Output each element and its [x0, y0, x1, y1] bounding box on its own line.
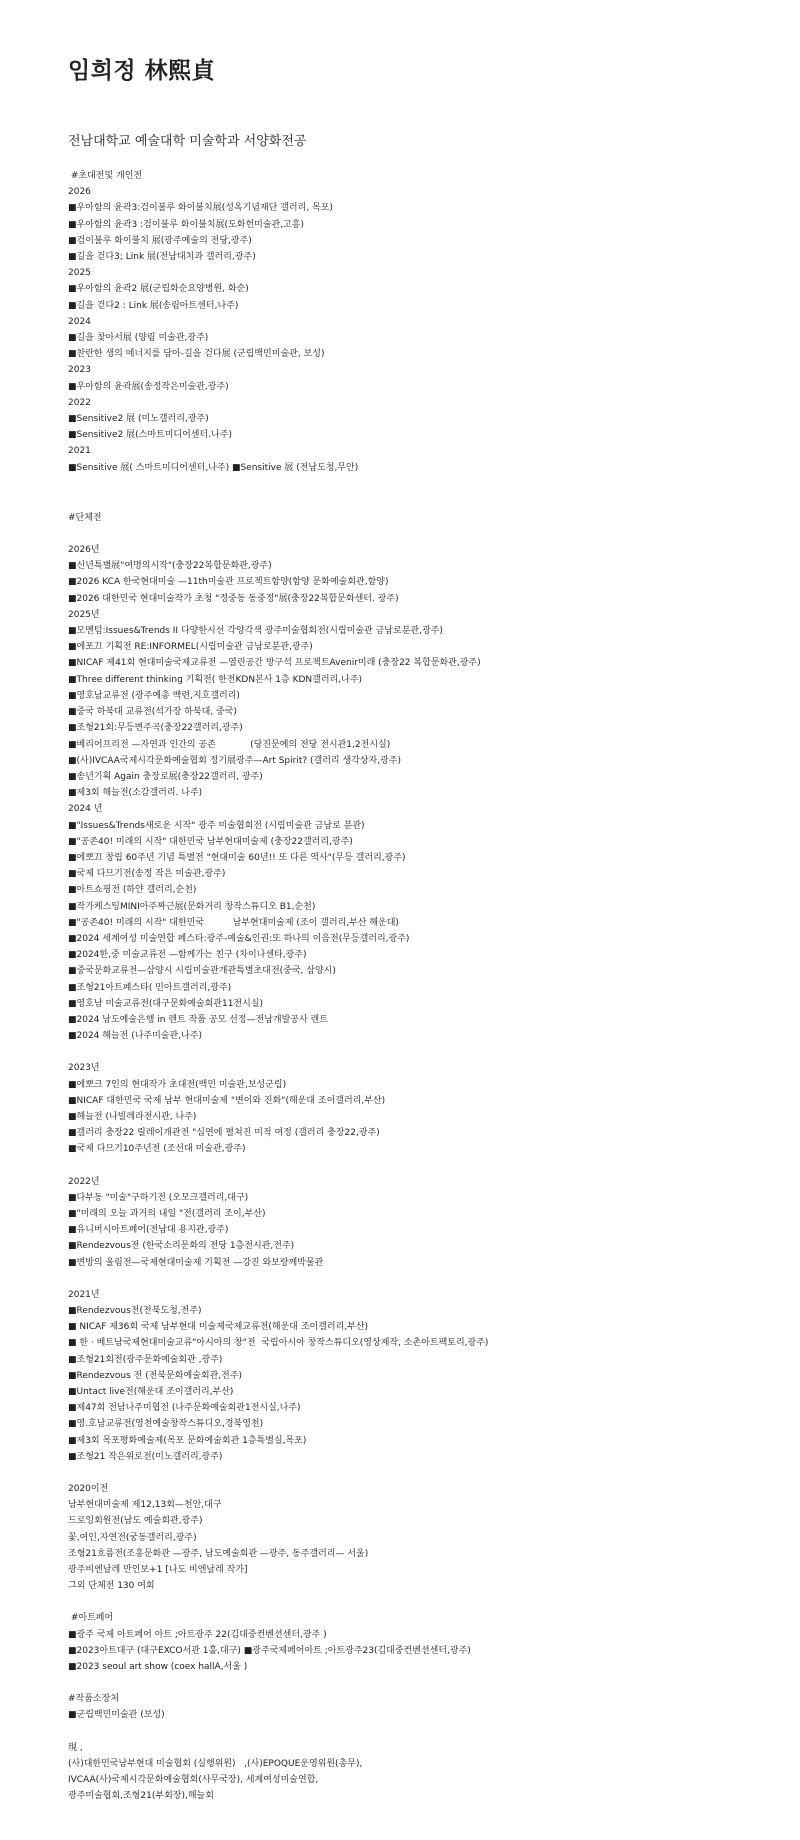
list-item: ■Rendezvous 전 (전북문화예술회관,전주) — [68, 1370, 243, 1381]
list-item: ■국제 다므기10주년전 (조선대 미술관,광주) — [68, 1144, 246, 1155]
list-item: ■2024 해늘전 (나주미술관,나주) — [68, 1031, 202, 1042]
list-item: ■길을 찾아서展 (양림 미술관,광주) — [68, 333, 209, 344]
current-positions-heading: 現 , — [68, 1742, 83, 1753]
list-item: ■에뽀크 7인의 현대작가 초대전(백민 미술관,보성군립) — [68, 1079, 287, 1090]
list-item: ■에뽀끄 창립 60주년 기념 특별전 "현대미술 60년!! 또 다른 역사"(무등 갤러리,광주) — [68, 852, 406, 863]
collection-section — [68, 1691, 800, 1723]
list-item: ■길을 걷다3; Link 展(전남대치과 갤러리,광주) — [68, 252, 256, 263]
list-item: ■영.호남교류전(영천예술창작스튜디오,경북영천) — [68, 1419, 264, 1430]
list-item: ■길을 걷다2 : Link 展(송림아트센터,나주) — [68, 300, 239, 311]
list-item: ■제47회 전남나주미협전 (나주문화예술회관1전시실,나주) — [68, 1403, 301, 1414]
group-exhibitions-block-2022 — [68, 1174, 800, 1271]
group-exhibitions-section — [68, 510, 800, 1595]
list-item: ■NICAF 제41회 현대미술국제교류전 —열린공간 방구석 프로젝트Avenir미래 (충장22 복합문화관,광주) — [68, 658, 481, 669]
list-item: 2022 — [68, 397, 91, 408]
list-item: ■베리어프리전 —자연과 인간의 공존 (당진문예의 전당 전시관1,2전시실) — [68, 739, 391, 750]
list-item: ■영호남 미술교류전(대구문화예술회관11전시실) — [68, 998, 264, 1009]
list-item: ■Rendezvous전 (한국소리문화의 전당 1층전시관,전주) — [68, 1241, 295, 1252]
list-item: ■2024한,중 미술교류전 —함께가는 친구 (차이나센타,광주) — [68, 950, 307, 961]
list-item: ■Sensitive2 展 (미노갤러리,광주) — [68, 414, 209, 425]
list-item: 광주미술협회,조형21(부회장),해늘회 — [68, 1791, 214, 1802]
list-item: ■검이불루 화이불치 展(광주예술의 전당,광주) — [68, 235, 252, 246]
list-item: ■송년기획 Again 충장로展(충장22갤러리, 광주) — [68, 771, 263, 782]
art-fair-heading: #아트페어 — [68, 1613, 114, 1624]
list-item: ■변방의 울림전—국제현대미술제 기획전 —강진 와보랑께박물관 — [68, 1257, 324, 1268]
list-item: ■2023아트대구 (대구EXCO서관 1홀,대구) ■광주국제페어아트 ;아트광주23(김대중컨벤션센터,광주) — [68, 1645, 471, 1656]
list-item: ■영호남교류전 (광주예총 백련,지호갤러리) — [68, 690, 240, 701]
solo-exhibitions-list — [68, 184, 800, 476]
collection-list — [68, 1707, 800, 1723]
list-item: ■조형21 작은위로전(미노갤러리,광주) — [68, 1451, 223, 1462]
list-item: 드로잉회원전(남도 예술회관,광주) — [68, 1516, 203, 1527]
list-item: 2020이전 — [68, 1484, 109, 1495]
list-item: ■신년특별展"여명의시작"(충장22복합문화관,광주) — [68, 561, 272, 572]
group-exhibitions-block-2023 — [68, 1060, 800, 1157]
list-item: ■군립백민미술관 (보성) — [68, 1710, 165, 1721]
list-item: ■2024 남도예술은행 in 렌트 작품 공모 선정—전남개발공사 렌트 — [68, 1014, 328, 1025]
list-item: 2023 — [68, 365, 91, 376]
group-exhibitions-block-pre-2020 — [68, 1481, 800, 1594]
list-item: ■에포끄 기획전 RE:INFORMEL(시립미술관 금남로분관,광주) — [68, 642, 313, 653]
group-exhibitions-block-2026-2024 — [68, 542, 800, 1044]
list-item: 2022년 — [68, 1176, 100, 1187]
list-item: ■모멘텀:Issues&Trends II 다양한시선 각양각색 광주미술협회전(시립미술관 금남로분관,광주) — [68, 626, 443, 637]
art-fair-section — [68, 1610, 800, 1675]
list-item: ■광주 국제 아트페어 아트 ;아트광주 22(김대중컨벤션센터,광주 ) — [68, 1629, 327, 1640]
list-item: 2025 — [68, 268, 91, 279]
list-item: ■ NICAF 제36회 국제 남부현대 미술제국제교류전(해운대 조이갤러리,부산) — [68, 1322, 369, 1333]
list-item: ■갤러리 충장22 릴레이개관전 "심연에 펼쳐진 미적 여정 (갤러리 충장22,광주) — [68, 1128, 380, 1139]
list-item: ■찬란한 생의 에너지를 담아-길을 걷다展 (군립백민미술관, 보성) — [68, 349, 325, 360]
list-item: ■2023 seoul art show (coex hallA,서울 ) — [68, 1662, 248, 1673]
list-item: ■작가케스팅MINI아주짜근展(문화거리 창작스튜디오 B1,순천) — [68, 901, 316, 912]
list-item: ■조형21회:무등변주곡(충장22갤러리,광주) — [68, 723, 243, 734]
list-item: ■다부동 "미술"구하기전 (오모크갤러리,대구) — [68, 1192, 249, 1203]
list-item: ■우아함의 윤곽3:검이불루 화이불치展(성옥기념재단 갤러리, 목포) — [68, 203, 333, 214]
list-item: 2026 — [68, 187, 91, 198]
list-item: ■ 한 · 베트남국제현대미술교류"아시아의 창"전 국립아시아 창작스튜디오(영상제작, 소촌아트팩토리,광주) — [68, 1338, 489, 1349]
list-item: ■우아함의 윤곽展(송정작은미술관,광주) — [68, 381, 229, 392]
group-exhibitions-block-2021 — [68, 1287, 800, 1465]
list-item: ■우아함의 윤곽3 :검이불루 화이불치展(도화헌미술관,고흥) — [68, 219, 304, 230]
solo-exhibitions-section — [68, 168, 800, 476]
list-item: ■Untact live전(해운대 조이갤러리,부산) — [68, 1387, 234, 1398]
list-item: ■조형21회전(광주문화예술회관 ,광주) — [68, 1354, 223, 1365]
list-item: ■중국 하북대 교류전(석가장 하북대, 중국) — [68, 707, 237, 718]
list-item: 조형21흐름전(조흥문화관 —광주, 남도예술회관 —광주, 동주갤러리— 서울) — [68, 1548, 369, 1559]
list-item: 남부현대미술제 제12,13회—천안,대구 — [68, 1500, 222, 1511]
list-item: 꽃,여인,자연전(궁동갤러리,광주) — [68, 1532, 197, 1543]
list-item: 그외 단체전 130 여회 — [68, 1581, 155, 1592]
list-item: 2021 — [68, 446, 91, 457]
artist-name: 임희정 林熙貞 — [68, 58, 216, 84]
list-item: ■조형21아트페스타( 민아트갤러리,광주) — [68, 982, 232, 993]
list-item: ■"Issues&Trends새로운 시작" 광주 미술협회전 (시립미술관 금남로 분관) — [68, 820, 365, 831]
list-item: ■해늘전 (나빌레라전시관, 나주) — [68, 1111, 197, 1122]
artist-affiliation: 전남대학교 예술대학 미술학과 서양화전공 — [68, 134, 307, 149]
current-positions-list — [68, 1756, 800, 1805]
list-item: 2025년 — [68, 609, 100, 620]
collection-heading: #작품소장처 — [68, 1694, 120, 1705]
group-exhibitions-heading: #단체전 — [68, 512, 102, 523]
list-item: 2021년 — [68, 1289, 100, 1300]
list-item: ■"공존40! 미래의 시작" 대한민국 남부현대미술제 (조이 갤러리,부산 해운대) — [68, 917, 399, 928]
list-item: ■"공존40! 미래의 시작" 대한민국 남부현대미술제 (충장22갤러리,광주) — [68, 836, 353, 847]
list-item: ■제3회 목포평화예술제(목포 문화예술회관 1층특별실,목포) — [68, 1435, 307, 1446]
list-item: 2024 년 — [68, 804, 103, 815]
art-fair-list — [68, 1627, 800, 1676]
list-item: ■2026 대한민국 현대미술작가 초청 "정중동 동중정"展(충장22복합문화센터. 광주) — [68, 593, 399, 604]
list-item: 광주비엔날레 만인보+1 [나도 비엔날레 작가] — [68, 1565, 248, 1576]
list-item: ■Rendezvous전(전북도청,전주) — [68, 1306, 202, 1316]
current-positions-section — [68, 1740, 800, 1805]
list-item: IVCAA(사)국제시각문화예술협회(사무국장), 세계여성미술연합, — [68, 1775, 319, 1786]
list-item: 2023년 — [68, 1063, 100, 1074]
solo-exhibitions-heading: #초대전및 개인전 — [68, 171, 143, 181]
list-item: ■제3회 해늘전(소감갤러리. 나주) — [68, 788, 203, 799]
list-item: ■(사)IVCAA국제시각문화예술협회 정기展광주—Art Spirit? (갤러리 생각상자,광주) — [68, 755, 401, 766]
list-item: ■유니버시아트페어(전남대 용지관,광주) — [68, 1225, 229, 1236]
list-item: (사)대한민국남부현대 미술협회 (실행위원) ,(사)EPOQUE운영위원(총무), — [68, 1758, 363, 1769]
list-item: 2026년 — [68, 545, 100, 556]
list-item: ■중국문화교류전—삼양시 시립미술관개관특별초대전(중국, 삼양시) — [68, 966, 336, 977]
list-item: ■NICAF 대한민국 국제 남부 현대미술제 "변이와 진화"(해운대 조이갤러리,부산) — [68, 1095, 386, 1106]
list-item: ■Three different thinking 기획전( 한전KDN본사 1층 KDN갤러리,나주) — [68, 674, 362, 685]
list-item: ■Sensitive 展( 스마트미디어센터,나주) ■Sensitive 展 (전남도청,무안) — [68, 462, 359, 473]
list-item: ■국제 다므기전(송정 작은 미술관,광주) — [68, 869, 226, 880]
list-item: 2024 — [68, 316, 91, 327]
list-item: ■우아함의 윤곽2 展(군립화순요양병원, 화순) — [68, 284, 249, 295]
list-item: ■2026 KCA 한국현대미술 —11th미술관 프로젝트함양(함양 문화예술회관,함양) — [68, 577, 389, 588]
list-item: ■2024 세계여성 미술연합 페스타:광주-예술&인권:또 하나의 이음전(무등갤러리,광주) — [68, 933, 410, 944]
list-item: ■"미래의 오늘 과거의 내일 "전(갤러리 조이,부산) — [68, 1208, 266, 1219]
list-item: ■Sensitive2 展(스마트미디어센터.나주) — [68, 430, 232, 441]
list-item: ■아트쇼핑전 (하얀 갤러리,순천) — [68, 885, 197, 896]
